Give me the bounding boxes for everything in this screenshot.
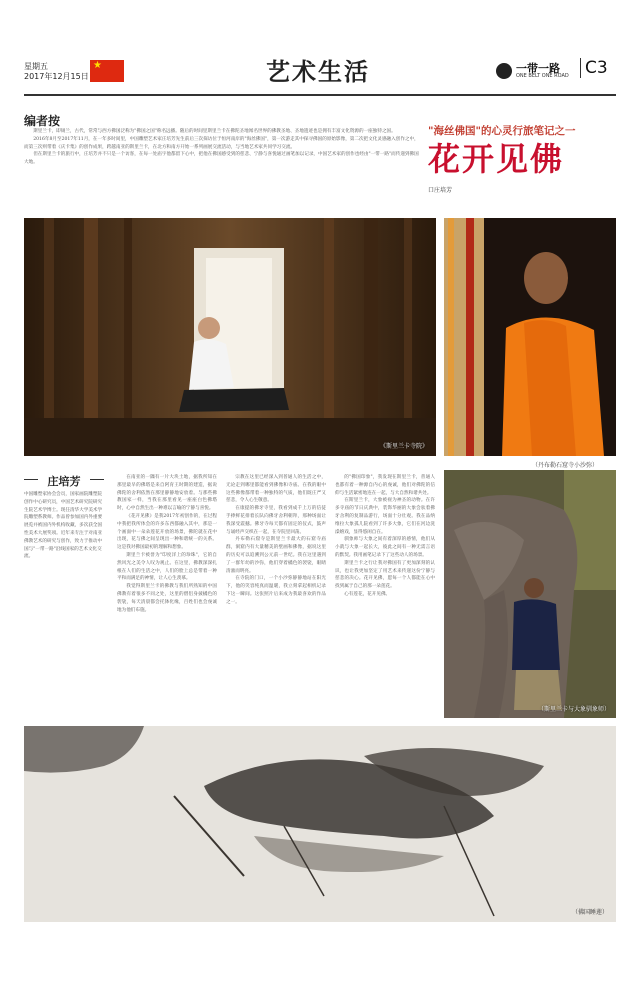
byline: 口庄培芳 <box>428 187 453 194</box>
meditation-photo <box>24 218 436 456</box>
editor-note-paragraph: 斯里兰卡，即锡兰，古代，常常与西方佛国泛称为"佛国之国"称名远播。随后的时间里斯里兰卡在佛陀圣地闻名世界的佛教圣地、圣地遗迹也是拥有丰富文化资源的一座独特之国。 <box>33 129 396 134</box>
logo-english: ONE BELT ONE ROAD <box>516 73 569 79</box>
elephant-photo <box>444 470 616 718</box>
author-name: 庄培芳 <box>47 475 81 488</box>
monk-scene <box>444 218 616 456</box>
editor-note-paragraph: 2016年8月至2017年11月，在一年多时间里，中国雕塑艺术家庄培芳先生前后三次探访位于恒河南岸的"海丝佛国"，第一次游走其中探寻佛国的原始影像，第二次把文化灵感融入创作之中，而第三次则带着《庆卡集》的创作成果，跨越南亚的斯里兰卡，在北方和南方开始一系列画展交流活动，与当地艺术家共同学习交流。 <box>24 136 419 150</box>
logo-chinese: 一带一路 <box>516 62 560 75</box>
header-weekday: 星期五 <box>24 62 48 71</box>
painting-caption: （佛国睡莲） <box>571 909 608 916</box>
author-rule-right <box>90 479 104 480</box>
lotus-painting <box>24 726 616 922</box>
article-column-3 <box>335 474 435 599</box>
header-date-text: 2017年12月15日 <box>24 72 89 81</box>
article-paragraph: 斯里兰卡之行让我对佛国有了更加深刻的认识，也让我更加坚定了用艺术来传递这份宁静与慈悲的决心。花开见佛，愿每一个人都能在心中找到属于自己的那一朵莲花。 <box>335 560 435 590</box>
article-paragraph: 在南亚的一隅有一片大块土地，据我所知在那里最早的佛塔是来自阿育王时期的建造，据说佛陀的舍利依然在那里静静地安放着。与那些佛教国家一样，当我在那里看见一座座白色佛塔时，心中自然生出一种难以言喻的宁静与喜悦。 <box>117 475 217 512</box>
header-date <box>24 62 89 82</box>
editor-note-paragraph: 但在斯里兰卡的旅行中，庄培芳并不只是一个访客，在每一处庙宇他都留下心中，把他在佛国感受到的慈悲、宁静与喜悦通过画笔加以记录，中国艺术家的创作也经由"一带一路"而传递到佛国大地。 <box>24 152 419 166</box>
article-paragraph: 的"佛国印象"，我发现在斯里兰卡，普通人也都有着一种源自内心的虔诚，他们对佛陀的信仰与生活紧密地连在一起，与大自然和谐共处。 <box>335 475 435 496</box>
article-paragraph: 丹布勒石窟寺是斯里兰卡最大的石窟寺庙群，洞窟内有大量精美的壁画和佛像，据说这里的历史可以追溯到公元前一世纪。我在这里遇到了一群年幼的沙弥，他们穿着橘色的袈裟，眼睛清澈而明亮。 <box>226 537 326 574</box>
article-paragraph: 心有莲花，花开见佛。 <box>344 591 391 597</box>
china-flag-icon: ★ <box>90 60 124 82</box>
article-paragraph: 在康提的佛牙寺里，我看到成千上万的信徒手捧鲜花排着长队向佛牙舍利朝拜，那种场面让我深受震撼。佛牙寺每天都有固定的仪式，鼓声与诵经声交织在一起，在寺院里回荡。 <box>226 506 326 535</box>
author-bio: 中国雕塑家协会会员，国家画院雕塑院创作中心研究员，中国艺术研究院研究生院艺术学博士。现任清华大学美术学院雕塑系教师。作品曾参加国内外重要展览并被国内外机构收藏，多次获全国性美术大展奖项。近年来专注于对南亚佛教艺术的研究与创作，致力于推动中国与"一带一路"沿线国家的艺术文化交流。 <box>24 492 103 560</box>
series-title: "海丝佛国"的心灵行旅笔记之一 <box>428 125 576 137</box>
feature-title: 花开见佛 <box>428 140 565 178</box>
meditation-scene <box>24 218 436 456</box>
editor-note-title: 编者按 <box>24 114 61 128</box>
article-paragraph: 在寺院的门口，一个小沙弥静静地站在阳光下，他的笑容纯真而温暖，我立刻拿起相机记录下这一瞬间。这张照片后来成为我最喜欢的作品之一。 <box>226 576 326 605</box>
ink-painting-scene <box>24 726 616 922</box>
article-column-1 <box>117 474 217 614</box>
header-rule <box>24 94 616 96</box>
article-paragraph: 《花开见佛》是我2017年初创作的，在过程中我把我所体会的许多东西都融入其中，那是一个画面中一朵朵莲花开放的场景，佛陀就在花中出现，花与佛之间呈现出一种和谐统一的关系。这是我对佛国最初的理解和想象。 <box>117 513 217 551</box>
article-paragraph: 我觉得斯里兰卡的佛教与我们所熟知的中国佛教有着很多不同之处，这里的僧侣身披橘色的袈裟，每天清晨都会托钵化缘，百姓们也会虔诚地为他们布施。 <box>117 584 217 613</box>
article-paragraph: 宗教在这里已经深入到普通人的生活之中，无论走到哪里都能看到佛像和寺庙。在我的眼中这些佛像都带着一种独特的气质，他们既庄严又慈悲，令人心生敬意。 <box>226 475 326 504</box>
monk-photo <box>444 218 616 456</box>
monk-caption: （丹布勒石窟寺小沙弥） <box>532 462 599 469</box>
section-title: 艺术生活 <box>266 57 370 86</box>
article-paragraph: 斯里兰卡被誉为"印度洋上的珍珠"，它的自然风光之美令人叹为观止。在这里，佛教深深扎根在人们的生活之中，人们的脸上总是带着一种平和而满足的神情，让人心生羡慕。 <box>117 552 217 582</box>
article-paragraph: 驯象师与大象之间有着深厚的感情，他们从小就与大象一起长大，彼此之间有一种无需言语的默契。我用画笔记录下了这些动人的场景。 <box>335 537 435 558</box>
meditation-caption: 《斯里兰卡寺院》 <box>379 443 428 450</box>
elephant-caption: （斯里兰卡与大象驯象师） <box>537 706 610 713</box>
editor-note-text <box>24 128 419 167</box>
page-number: C3 <box>580 58 608 78</box>
article-paragraph: 在斯里兰卡，大象被视为神圣的动物。在许多寺庙的节日庆典中，装饰华丽的大象会驮着佛牙舍利的复制品游行，场面十分壮观。我在品纳维拉大象孤儿院看到了许多大象，它们在河边洗澡嬉戏，显得悠闲自在。 <box>335 498 435 535</box>
elephant-scene <box>444 470 616 718</box>
belt-road-logo-icon <box>496 63 512 79</box>
article-column-2 <box>226 474 326 607</box>
